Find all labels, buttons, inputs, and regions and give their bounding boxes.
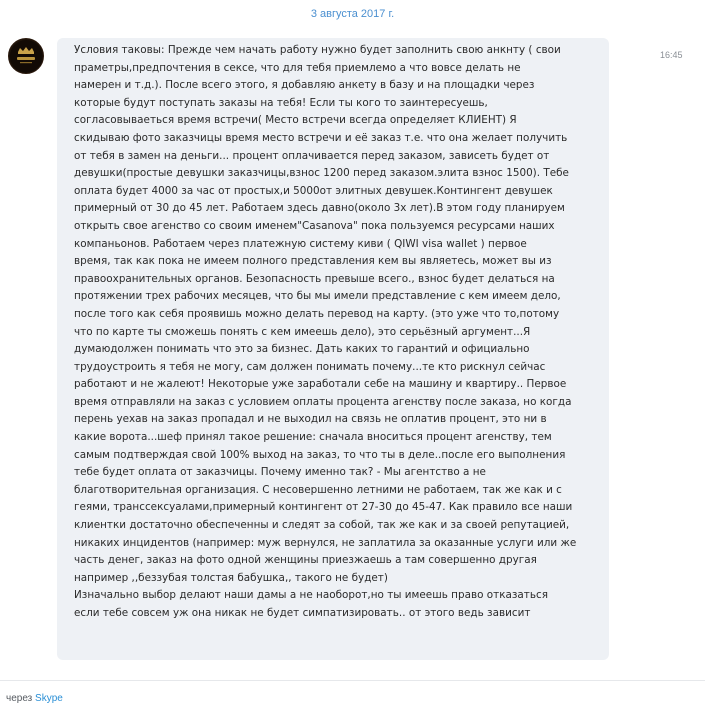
skype-link[interactable]: Skype [35,693,63,704]
casanova-logo-avatar-icon [9,39,43,73]
via-label: через [6,693,33,704]
date-separator: 3 августа 2017 г. [310,8,395,20]
message-text: Условия таковы: Прежде чем начать работу нужно будет заполнить свою анкнту ( свои праметры,предпочтения в сексе, что для тебя приемлемо а что вовсе делать не намерен и т.д.). После всего этого, я добавляю анкету в базу и на площадки через которые будут поступать заказы на тебя! Если ты кого то заинтересуешь, согласовываеться время встречи( Место встречи всегда определяет КЛИЕНТ) Я скидываю фото заказчицы время место встречи и её заказ т.е. что она желает получить от тебя в замен на деньги... процент оплачивается перед заказом, зависеть будет от девушки(простые девушки заказчицы,взнос 1200 перед заказом.элита взнос 1500). Тебе оплата будет 4000 за час от простых,и 5000от элитных девушек.Контингент девушек примерный от 30 до 45 лет. Работаем здесь давно(около 3х лет).В этом году планируем открыть свое агенство со своим именем"Casanova" пока пользуемся ресурсами наших компаньонов. Работаем через платежную систему киви ( QIWI visa wallet ) первое время, так как пока не имеем полного представления кем вы являетесь, может вы из правоохранительных органов. Безопасность превыше всего., взнос будет делаться на протяжении трех рабочих месяцев, что бы мы имели представление с кем имеем дело, после того как себя проявишь можно делать перевод на карту. (это уже что то,потому что по карте ты сможешь понять с кем имеешь дело), это серьёзный аргумент...Я думаюдолжен понимать что это за бизнес. Дать каких то гарантий и официально трудоустроить я тебя не могу, сам должен понимать почему...те кто рискнул сейчас работают и не жалеют! Некоторые уже заработали себе на машину и квартиру.. Первое время отправляли на заказ с условием оплаты процента агенству после заказа, но когда перень уехав на заказ пропадал и не выходил на связь не оплатив процент, это ни в какие ворота...шеф принял такое решение: сначала вноситься процент агенству, тем самым подтверждая свой 100% выход на заказ, то что ты в деле..после его выполнения тебе будет оплата от заказчицы. Почему именно так? - Мы агентство а не благотворительная организация. С несовершенно летними не работаем, так же как и с геями, транссексуалами,примерный контингент от 27-30 до 45-47. Как правило все наши клиентки достаточно обеспеченны и следят за собой, так же как и за своей репутацией, никаких инцидентов (например: муж вернулся, не заплатила за оказанные услуги или же часть денег, заказ на фото одной женщины приезжаешь а там совершенно другая например ,,беззубая толстая бабушка,, такого не будет) Изначально выбор делают наши дамы а не наоборот,но ты имеешь право отказаться если тебе совсем уж она никак не будет симпатизировать.. от этого ведь зависит [74,44,577,619]
message-timestamp: 16:45 [660,50,683,60]
sender-avatar[interactable] [8,38,44,74]
footer-divider [0,680,705,681]
sent-via [6,693,63,704]
message-bubble[interactable] [57,38,609,660]
